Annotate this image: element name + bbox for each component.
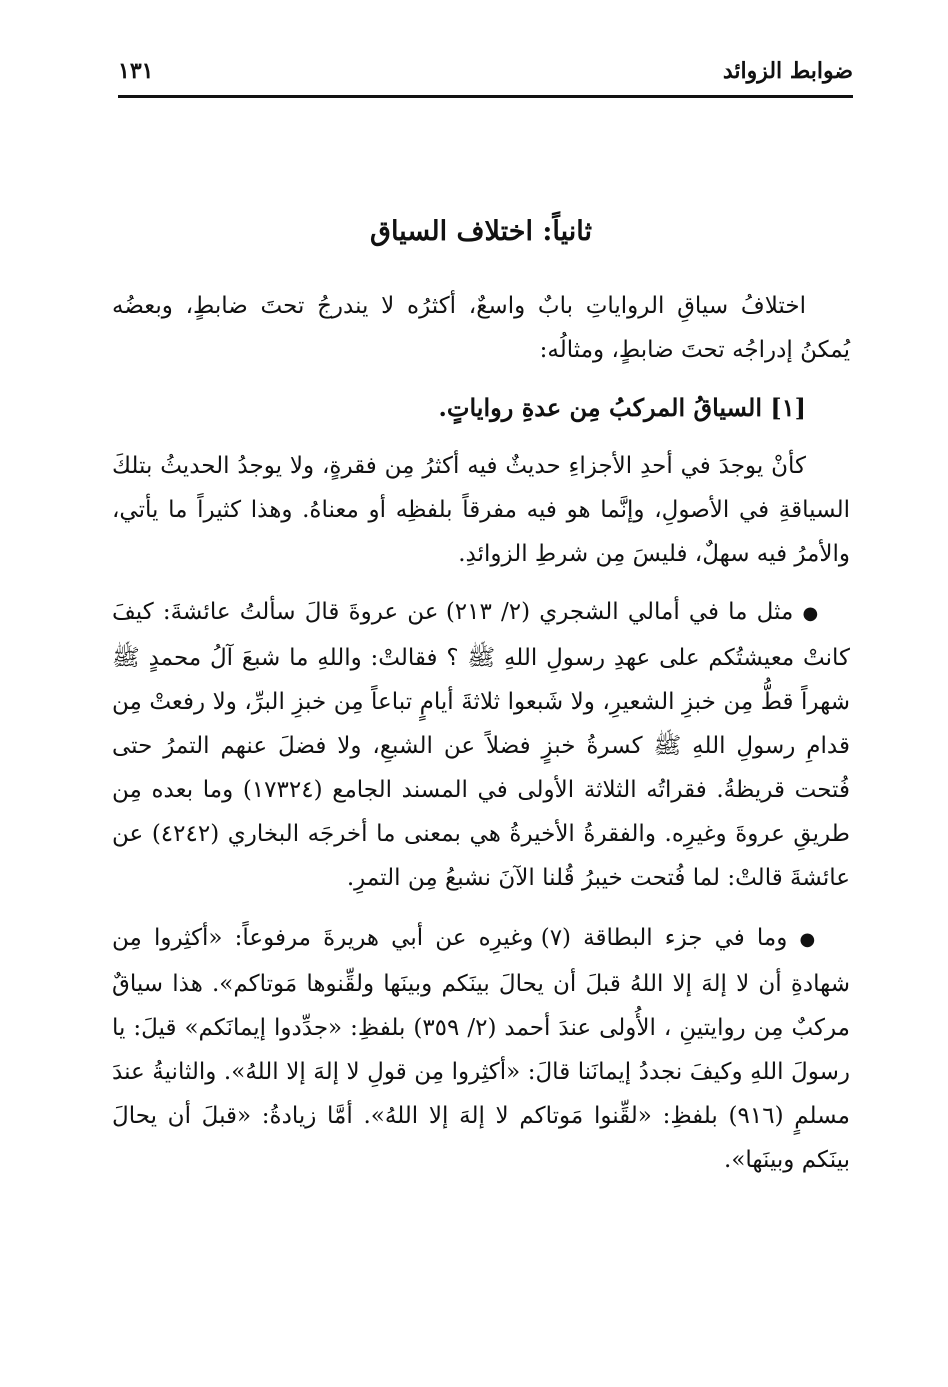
explanation-paragraph: كأنْ يوجدَ في أحدِ الأجزاءِ حديثٌ فيه أكثرُ مِن فقرةٍ، ولا يوجدُ الحديثُ بتلكَ السياقةِ في الأصولِ، وإنَّما هو فيه مفرقاً بلفظِه أو معناهُ. وهذا كثيراً ما يأتي، والأمرُ فيه سهلٌ، فليسَ مِن شرطِ الزوائدِ. — [112, 453, 850, 567]
page-body — [112, 210, 850, 1198]
bullet-icon: ● — [799, 929, 820, 950]
running-header — [118, 50, 853, 90]
example-paragraph-2 — [112, 916, 850, 1182]
example-2-text: وما في جزء البطاقة (٧) وغيرِه عن أبي هريرةَ مرفوعاً: «أكثِروا مِن شهادةِ أن لا إلهَ إلا اللهُ قبلَ أن يحالَ بينَكم وبينَها ولقِّنوها مَوتاكم». هذا سياقٌ مركبٌ مِن روايتينِ ، الأُولى عندَ أحمد (٢/ ٣٥٩) بلفظِ: «جدِّدوا إيمانَكم» قيلَ: يا رسولَ اللهِ وكيفَ نجددُ إيمانَنا قالَ: «أكثِروا مِن قولِ لا إلهَ إلا اللهُ». والثانيةُ عندَ مسلمٍ (٩١٦) بلفظِ: «لقِّنوا مَوتاكم لا إلهَ إلا اللهُ». أمَّا زيادةُ: «قبلَ أن يحالَ بينَكم وبينَها». — [112, 925, 851, 1173]
section-heading: ثانياً: اختلاف السياق — [370, 216, 592, 247]
intro-paragraph: اختلافُ سياقِ الرواياتِ بابٌ واسعٌ، أكثرُه لا يندرجُ تحتَ ضابطٍ، وبعضُه يُمكنُ إدراجُه تحتَ ضابطٍ، ومثالُه: — [112, 293, 850, 363]
header-rule — [118, 95, 853, 98]
example-paragraph-1 — [112, 590, 850, 900]
subheading: [١] السياقُ المركبُ مِن عدةِ رواياتٍ. — [438, 393, 806, 422]
example-1-text: مثل ما في أمالي الشجري (٢/ ٢١٣) عن عروةَ قالَ سألتُ عائشةَ: كيفَ كانتْ معيشتُكم على عهدِ رسولِ اللهِ ﷺ ؟ فقالتْ: واللهِ ما شبعَ آلُ محمدٍ ﷺ شهراً قطُّ مِن خبزِ الشعيرِ، ولا شَبعوا ثلاثةَ أيامٍ تباعاً مِن خبزِ البرِّ، ولا رفعتْ مِن قدامِ رسولِ اللهِ ﷺ كسرةُ خبزٍ فضلاً عن الشبعِ، ولا فضلَ عنهم التمرُ حتى فُتحت قريظةُ. فقراتُه الثلاثة الأولى في المسند الجامع (١٧٣٢٤) وما بعده مِن طريقِ عروةَ وغيرِه. والفقرةُ الأخيرةُ هي بمعنى ما أخرجَه البخاري (٤٢٤٢) عن عائشةَ قالتْ: لما فُتحت خيبرُ قُلنا الآنَ نشبعُ مِن التمرِ. — [112, 599, 850, 891]
running-title: ضوابط الزوائد — [722, 58, 853, 84]
bullet-icon: ● — [802, 603, 820, 624]
page-number: ١٣١ — [118, 58, 154, 84]
